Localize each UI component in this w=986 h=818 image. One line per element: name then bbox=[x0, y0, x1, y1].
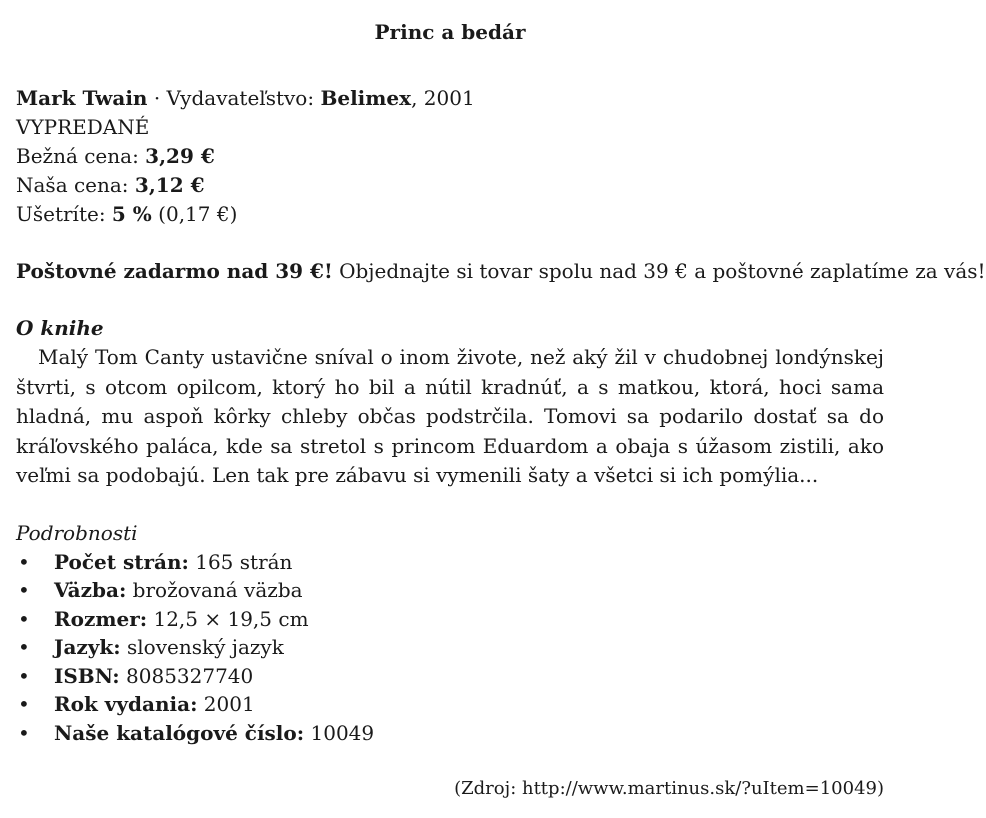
savings-label: Ušetríte: bbox=[16, 202, 112, 226]
our-price: 3,12 € bbox=[134, 173, 205, 197]
detail-label: Jazyk: bbox=[54, 635, 121, 659]
separator: · bbox=[147, 86, 167, 110]
savings-percent: 5 % bbox=[111, 202, 152, 226]
bullet: • bbox=[18, 663, 30, 688]
detail-label: Počet strán: bbox=[54, 549, 189, 574]
details-list bbox=[16, 548, 884, 748]
detail-label: Rok vydania: bbox=[54, 692, 198, 716]
author: Mark Twain bbox=[16, 86, 148, 110]
details-heading: Podrobnosti bbox=[16, 520, 138, 545]
detail-label: Väzba: bbox=[54, 578, 127, 602]
detail-value: 10049 bbox=[304, 720, 375, 745]
about-text: Malý Tom Canty ustavične sníval o inom živote, než aký žil v chudobnej londýnskej štvrti, s otcom opilcom, ktorý ho bil a nútil kradnúť, a s matkou, ktorá, hoci sama hladná, mu aspoň kôrky chleby občas podstrčila. Tomovi sa podarilo dostať sa do kráľovského paláca, kde sa stretol s princom Eduardom a obaja s úžasom zistili, ako veľmi sa podobajú. Len tak pre zábavu si vymenili šaty a všetci si ich pomýlia... bbox=[16, 345, 884, 487]
regular-price-line bbox=[16, 142, 884, 171]
detail-value: 2001 bbox=[197, 692, 255, 716]
list-item bbox=[16, 548, 884, 577]
detail-label: ISBN: bbox=[54, 663, 120, 688]
detail-label: Rozmer: bbox=[54, 606, 148, 631]
regular-price-label: Bežná cena: bbox=[16, 144, 146, 168]
year: , 2001 bbox=[411, 86, 475, 110]
detail-value: slovenský jazyk bbox=[120, 635, 284, 659]
product-page bbox=[16, 18, 986, 747]
list-item bbox=[16, 605, 884, 634]
our-price-line bbox=[16, 171, 884, 200]
detail-label: Naše katalógové číslo: bbox=[54, 720, 305, 745]
bullet: • bbox=[18, 635, 30, 659]
free-postage-notice bbox=[16, 257, 986, 286]
page-title: Princ a bedár bbox=[374, 20, 526, 44]
publisher-label: Vydavateľstvo: bbox=[166, 86, 321, 110]
bullet: • bbox=[18, 549, 30, 574]
regular-price: 3,29 € bbox=[145, 144, 215, 168]
detail-value: 12,5 × 19,5 cm bbox=[147, 606, 309, 631]
bullet: • bbox=[18, 578, 30, 602]
author-publisher-line bbox=[16, 84, 884, 113]
bullet: • bbox=[18, 692, 30, 716]
book-info bbox=[16, 84, 884, 229]
list-item bbox=[16, 576, 884, 605]
list-item bbox=[16, 719, 884, 748]
about-heading: O knihe bbox=[16, 316, 104, 340]
free-postage-headline: Poštovné zadarmo nad 39 €! bbox=[16, 259, 333, 283]
detail-value: 8085327740 bbox=[119, 663, 254, 688]
publisher: Belimex bbox=[320, 86, 412, 110]
free-postage-text: Objednajte si tovar spolu nad 39 € a poštovné zaplatíme za vás! bbox=[332, 259, 986, 283]
list-item bbox=[16, 662, 884, 691]
list-item bbox=[16, 633, 884, 662]
source-citation: (Zdroj: http://www.martinus.sk/?uItem=10049) bbox=[454, 778, 884, 799]
our-price-label: Naša cena: bbox=[16, 173, 135, 197]
bullet: • bbox=[18, 720, 30, 745]
savings-amount: (0,17 €) bbox=[151, 202, 238, 226]
bullet: • bbox=[18, 606, 30, 631]
savings-line bbox=[16, 200, 884, 229]
detail-value: brožovaná väzba bbox=[126, 578, 303, 602]
list-item bbox=[16, 690, 884, 719]
detail-value: 165 strán bbox=[188, 549, 293, 574]
availability-status: VYPREDANÉ bbox=[16, 115, 150, 139]
